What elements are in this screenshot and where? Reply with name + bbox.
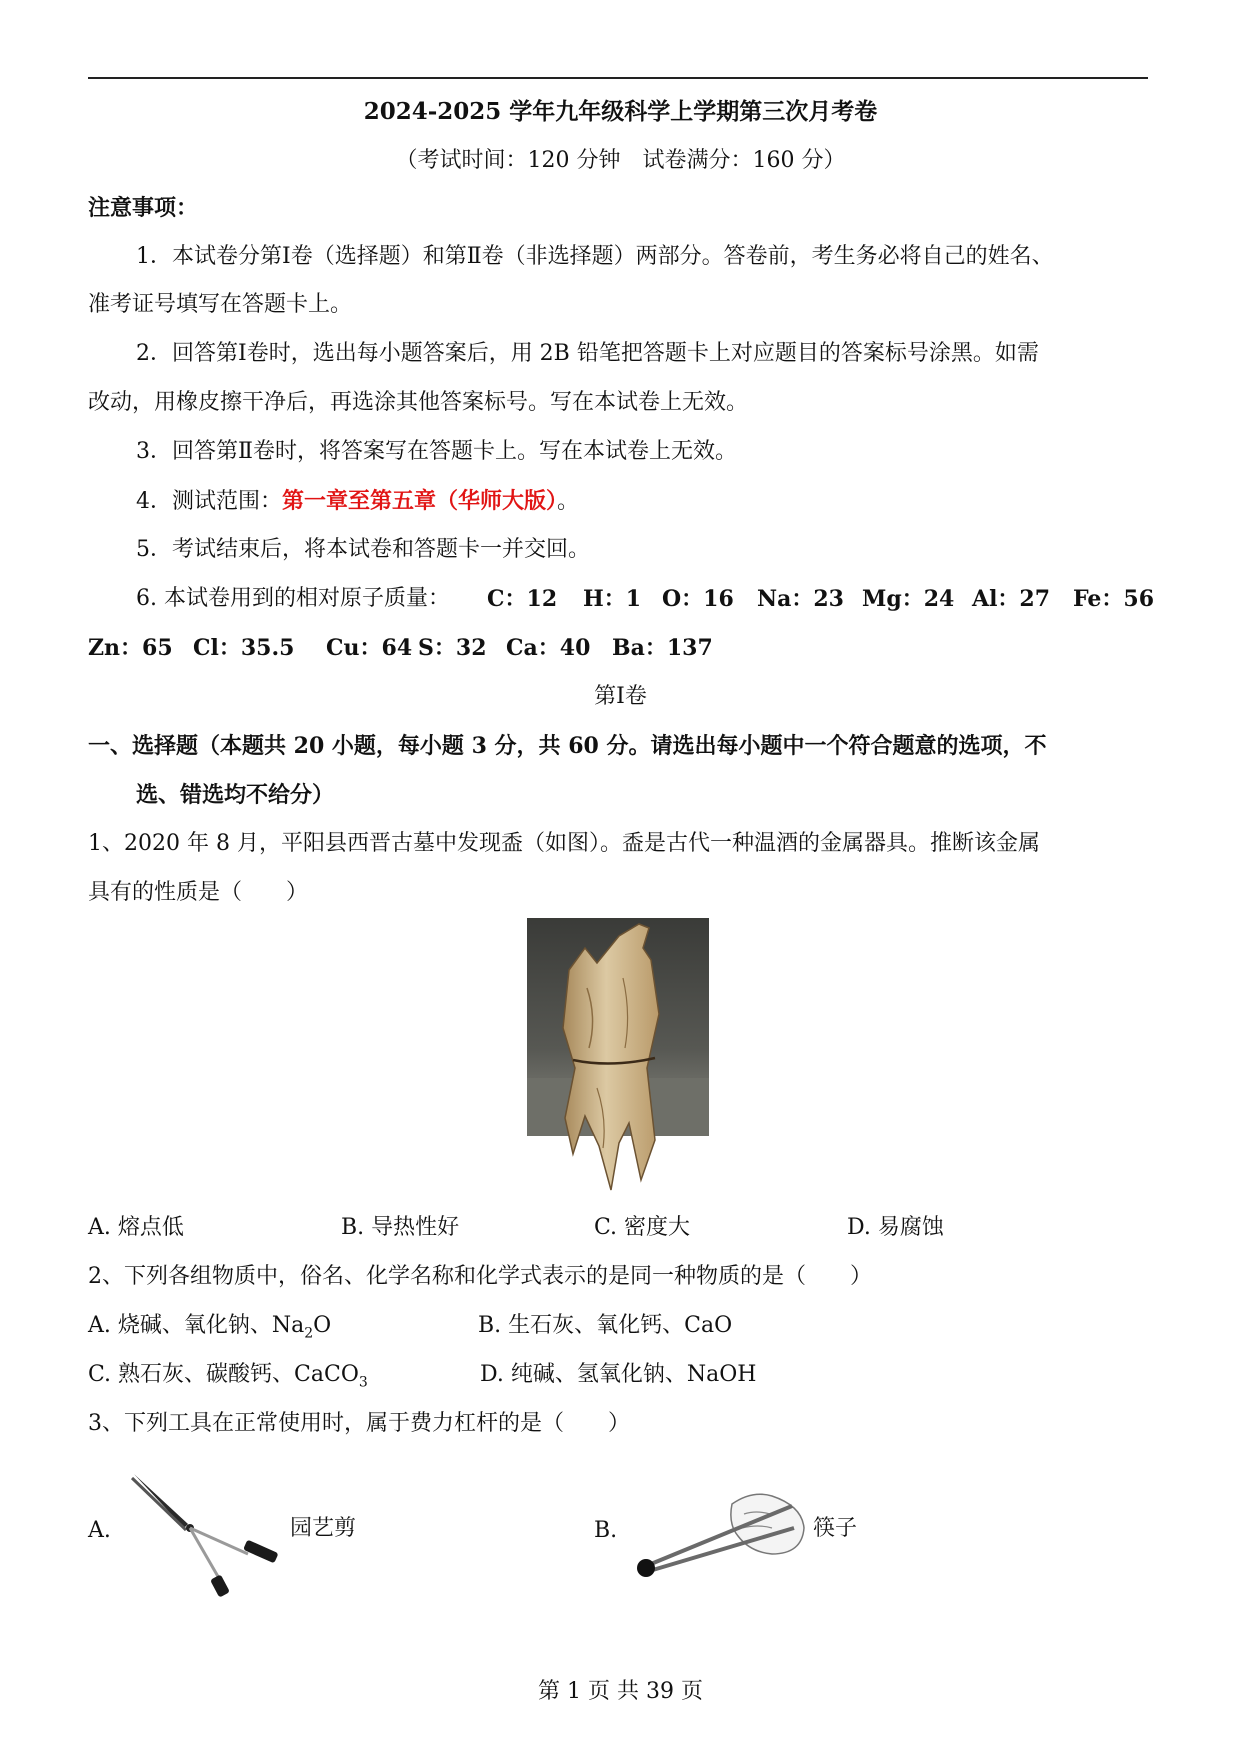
q3-option-a-label: 园艺剪 <box>290 1516 357 1541</box>
mass-cu: Cu：64 <box>326 635 413 661</box>
q2-option-c-text: C. 熟石灰、碳酸钙、CaCO <box>88 1362 359 1387</box>
note-4-prefix: 4．测试范围： <box>136 489 282 514</box>
q2-option-a-sub: 2 <box>304 1325 314 1342</box>
q2-option-d: D. 纯碱、氢氧化钠、NaOH <box>480 1362 757 1387</box>
q1-stem-line2: 具有的性质是（ ） <box>88 880 309 905</box>
notes-heading: 注意事项： <box>88 195 199 221</box>
page-footer: 第 1 页 共 39 页 <box>538 1679 703 1704</box>
mass-mg: Mg：24 <box>862 586 955 612</box>
q1-stem-line1: 1、2020 年 8 月，平阳县西晋古墓中发现盉（如图）。盉是古代一种温酒的金属器具。推断该金属 <box>88 831 1040 856</box>
test-scope: 第一章至第五章（华师大版） <box>282 488 558 514</box>
note-6-prefix: 6. 本试卷用到的相对原子质量： <box>136 586 450 611</box>
exam-subtitle: （考试时间：120 分钟 试卷满分：160 分） <box>395 148 846 173</box>
mass-al: Al：27 <box>972 586 1051 612</box>
note-1-line1: 1．本试卷分第Ⅰ卷（选择题）和第Ⅱ卷（非选择题）两部分。答卷前，考生务必将自己的姓名、 <box>136 244 1054 269</box>
note-2-line2: 改动，用橡皮擦干净后，再选涂其他答案标号。写在本试卷上无效。 <box>88 390 749 415</box>
q2-option-a <box>88 1311 331 1348</box>
q1-option-a: A. 熔点低 <box>88 1215 184 1240</box>
q1-option-c: C. 密度大 <box>594 1215 691 1240</box>
section-title-line2: 选、错选均不给分） <box>136 782 335 808</box>
q1-option-b: B. 导热性好 <box>341 1215 460 1240</box>
mass-c: C：12 <box>487 586 558 612</box>
header-rule <box>88 77 1148 79</box>
q3-option-a-letter: A. <box>88 1518 111 1543</box>
note-4-suffix: 。 <box>557 489 580 514</box>
q2-stem: 2、下列各组物质中，俗名、化学名称和化学式表示的是同一种物质的是（ ） <box>88 1264 872 1289</box>
q2-option-a-text: A. 烧碱、氧化钠、Na <box>88 1313 305 1338</box>
q3-stem: 3、下列工具在正常使用时，属于费力杠杆的是（ ） <box>88 1411 630 1436</box>
mass-na: Na：23 <box>757 586 844 612</box>
q2-option-a-tail: O <box>313 1313 332 1338</box>
q3-option-b-letter: B. <box>594 1518 618 1543</box>
garden-shears-image <box>128 1468 288 1602</box>
section-title-line1: 一、选择题（本题共 20 小题，每小题 3 分，共 60 分。请选出每小题中一个符合题意的选项，不 <box>88 733 1047 759</box>
note-5: 5．考试结束后，将本试卷和答题卡一并交回。 <box>136 537 590 562</box>
q2-option-b: B. 生石灰、氧化钙、CaO <box>478 1313 733 1338</box>
q3-option-b-label: 筷子 <box>813 1516 858 1541</box>
q1-option-d: D. 易腐蚀 <box>847 1215 944 1240</box>
chopsticks-image <box>632 1484 812 1588</box>
note-3: 3．回答第Ⅱ卷时，将答案写在答题卡上。写在本试卷上无效。 <box>136 439 737 464</box>
mass-fe: Fe：56 <box>1073 586 1155 612</box>
note-1-line2: 准考证号填写在答题卡上。 <box>88 292 353 317</box>
mass-ca: Ca：40 <box>506 635 591 661</box>
mass-h: H：1 <box>583 586 642 612</box>
bronze-vessel-image <box>527 918 709 1194</box>
part-title: 第Ⅰ卷 <box>594 684 647 709</box>
exam-title: 2024-2025 学年九年级科学上学期第三次月考卷 <box>363 98 878 125</box>
q2-option-c-sub: 3 <box>358 1374 368 1391</box>
mass-ba: Ba：137 <box>612 635 713 661</box>
mass-cl: Cl：35.5 <box>193 635 295 661</box>
q2-option-c <box>88 1360 368 1397</box>
mass-zn: Zn：65 <box>88 635 173 661</box>
mass-s: S：32 <box>418 635 487 661</box>
note-4 <box>136 486 579 517</box>
mass-o: O：16 <box>662 586 734 612</box>
note-2-line1: 2．回答第Ⅰ卷时，选出每小题答案后，用 2B 铅笔把答题卡上对应题目的答案标号涂黑。如需 <box>136 341 1039 366</box>
